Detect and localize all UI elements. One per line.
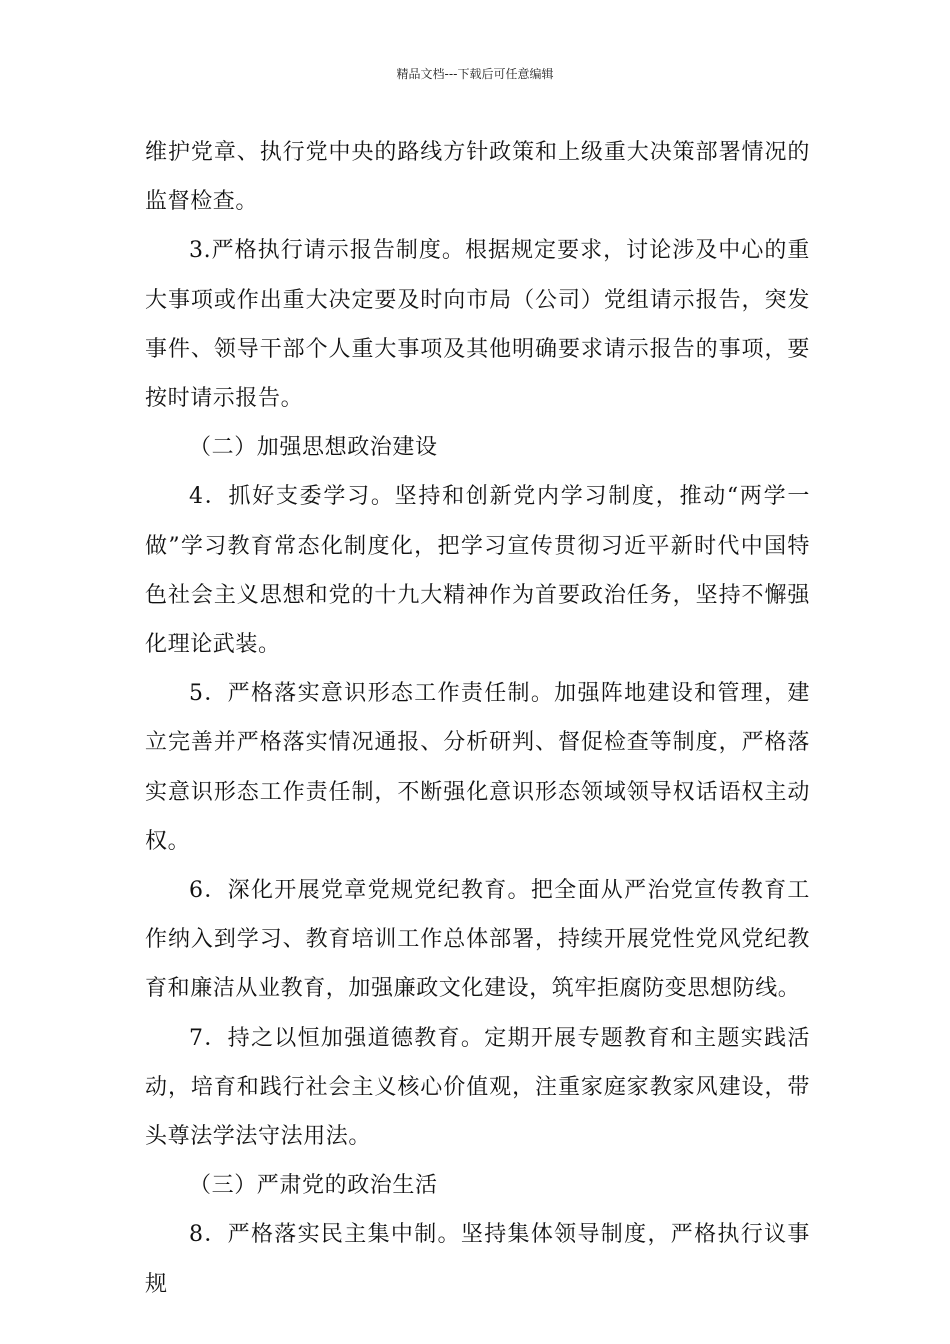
paragraph-item-7: 7．持之以恒加强道德教育。定期开展专题教育和主题实践活动，培育和践行社会主义核心价值观，注重家庭家教家风建设，带头尊法学法守法用法。	[145, 1025, 810, 1150]
paragraph-item-5: 5．严格落实意识形态工作责任制。加强阵地建设和管理，建立完善并严格落实情况通报、分析研判、督促检查等制度，严格落实意识形态工作责任制，不断强化意识形态领域领导权话语权主动权。	[145, 681, 810, 854]
paragraph-item-8: 8．严格落实民主集中制。坚持集体领导制度，严格执行议事规	[145, 1222, 810, 1297]
paragraph-item-3: 3.严格执行请示报告制度。根据规定要求，讨论涉及中心的重大事项或作出重大决定要及时向市局（公司）党组请示报告，突发事件、领导干部个人重大事项及其他明确要求请示报告的事项，要按时请示报告。	[145, 238, 810, 412]
section-heading-3: （三）严肃党的政治生活	[189, 1173, 438, 1199]
section-heading-2: （二）加强思想政治建设	[189, 435, 438, 461]
document-body	[145, 128, 810, 1309]
paragraph-item-6: 6．深化开展党章党规党纪教育。把全面从严治党宣传教育工作纳入到学习、教育培训工作总体部署，持续开展党性党风党纪教育和廉洁从业教育，加强廉政文化建设，筑牢拒腐防变思想防线。	[145, 878, 810, 1002]
paragraph-item-4: 4．抓好支委学习。坚持和创新党内学习制度，推动“两学一做”学习教育常态化制度化，把学习宣传贯彻习近平新时代中国特色社会主义思想和党的十九大精神作为首要政治任务，坚持不懈强化理论武装。	[145, 484, 810, 658]
page-header: 精品文档---下载后可任意编辑	[396, 67, 554, 81]
paragraph-continuation: 维护党章、执行党中央的路线方针政策和上级重大决策部署情况的监督检查。	[145, 140, 810, 215]
